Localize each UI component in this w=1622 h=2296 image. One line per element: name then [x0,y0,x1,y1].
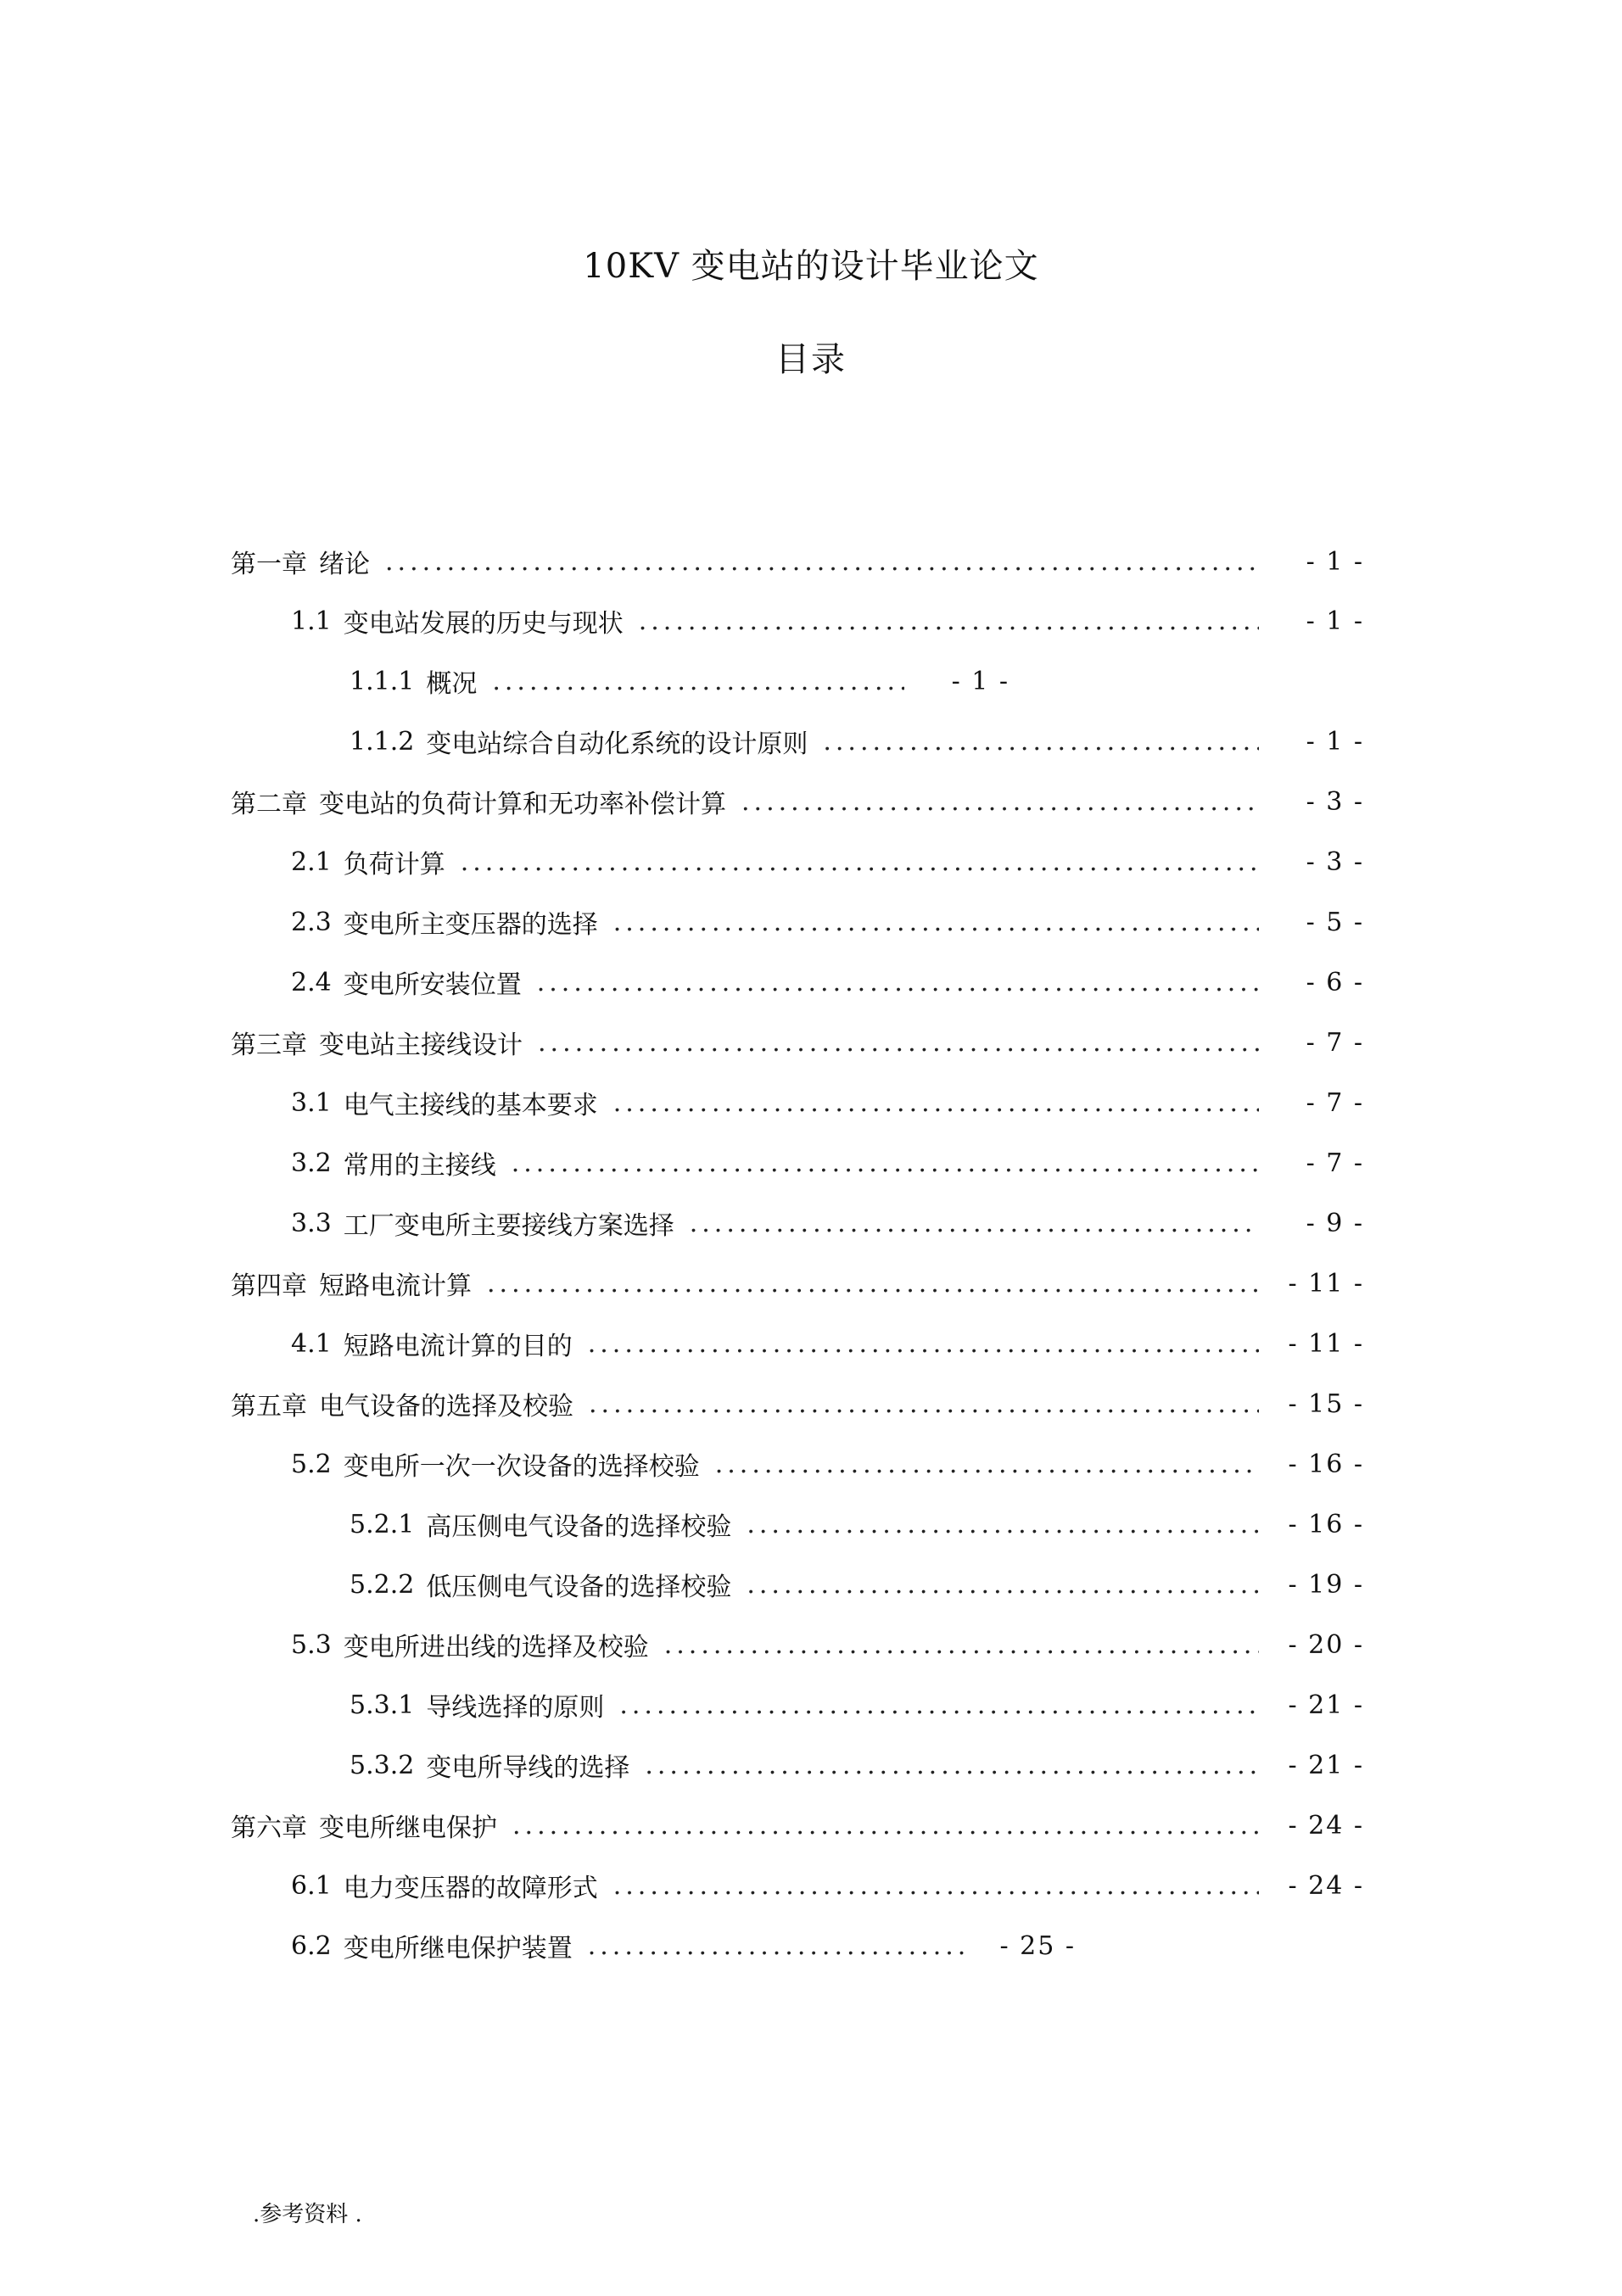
toc-entry-title: 变电所进出线的选择及校验 [343,1633,649,1662]
toc-entry[interactable] [291,1327,1364,1360]
toc-entry-title: 变电站发展的历史与现状 [343,609,624,639]
toc-entry-page: - 1 - [1306,726,1364,757]
toc-entry-page: - 1 - [1306,606,1364,636]
toc-entry[interactable] [231,1387,1364,1421]
toc-leader-dots [537,968,1259,997]
toc-leader-dots [823,727,1259,757]
toc-entry-title: 高压侧电气设备的选择校验 [426,1512,732,1542]
toc-leader-dots [613,1088,1259,1118]
toc-entry-page: - 1 - [951,666,1010,696]
toc-entry-page: - 11 - [1288,1328,1364,1359]
toc-entry-page: - 21 - [1288,1690,1364,1720]
toc-entry-page: - 20 - [1288,1629,1364,1660]
toc-entry-page: - 3 - [1306,846,1364,877]
toc-leader-dots [715,1450,1259,1479]
toc-entry-page: - 5 - [1306,907,1364,937]
toc-leader-dots [588,1329,1259,1359]
toc-entry-number: 5.2 [291,1449,332,1479]
toc-entry-number: 第二章 [231,790,307,819]
toc-entry-page: - 7 - [1306,1087,1364,1118]
toc-entry[interactable] [350,724,1364,758]
toc-entry[interactable] [291,1206,1364,1240]
toc-entry[interactable] [291,1929,1076,1963]
toc-leader-dots [690,1209,1259,1238]
toc-entry-title: 低压侧电气设备的选择校验 [426,1573,732,1602]
toc-entry[interactable] [291,1628,1364,1662]
toc-entry-title: 变电所主变压器的选择 [343,910,598,940]
toc-entry[interactable] [231,1025,1364,1059]
toc-entry-title: 导线选择的原则 [426,1693,605,1723]
toc-entry-title: 变电站综合自动化系统的设计原则 [426,729,808,759]
toc-entry-number: 5.2.2 [350,1569,415,1600]
toc-leader-dots [512,1148,1259,1178]
toc-entry-number: 5.2.1 [350,1509,415,1539]
toc-entry[interactable] [350,664,1010,698]
toc-entry[interactable] [231,1808,1364,1842]
toc-entry-page: - 9 - [1306,1208,1364,1238]
toc-entry-title: 短路电流计算 [319,1271,472,1301]
toc-entry-number: 6.2 [291,1930,332,1961]
toc-leader-dots [589,1389,1259,1419]
toc-entry-page: - 7 - [1306,1027,1364,1058]
toc-leader-dots [747,1570,1259,1600]
toc-leader-dots [613,908,1259,937]
toc-entry-title: 变电站的负荷计算和无功率补偿计算 [319,790,726,819]
toc-leader-dots [492,667,904,696]
toc-entry-title: 绪论 [319,550,370,579]
toc-leader-dots [385,547,1259,577]
toc-leader-dots [613,1871,1259,1901]
toc-entry[interactable] [291,905,1364,939]
toc-entry-number: 3.2 [291,1148,332,1178]
toc-entry-page: - 7 - [1306,1148,1364,1178]
toc-entry-title: 概况 [426,669,478,699]
toc-entry-title: 变电所安装位置 [343,970,522,1000]
toc-entry-number: 第六章 [231,1813,307,1843]
toc-entry[interactable] [350,1748,1364,1782]
toc-entry-title: 变电站主接线设计 [319,1031,523,1060]
toc-entry-page: - 21 - [1288,1750,1364,1780]
toc-entry-title: 负荷计算 [343,850,445,880]
toc-entry-title: 电气设备的选择及校验 [319,1392,573,1422]
toc-entry-title: 电力变压器的故障形式 [343,1874,598,1903]
toc-entry-title: 变电所继电保护装置 [343,1934,573,1964]
toc-leader-dots [741,787,1259,817]
toc-entry[interactable] [350,1688,1364,1722]
toc-leader-dots [639,606,1259,636]
toc-entry-number: 第三章 [231,1031,307,1060]
toc-entry[interactable] [291,845,1364,879]
toc-entry[interactable] [291,965,1364,999]
toc-entry-number: 1.1.1 [350,666,415,696]
toc-entry-number: 5.3.1 [350,1690,415,1720]
toc-entry[interactable] [291,604,1364,638]
toc-entry[interactable] [231,1266,1364,1300]
toc-entry-number: 1.1.2 [350,726,415,757]
toc-entry-page: - 15 - [1288,1388,1364,1419]
toc-heading: 目录 [775,340,847,379]
toc-leader-dots [538,1028,1259,1058]
toc-entry-number: 5.3 [291,1629,332,1660]
toc-entry-page: - 16 - [1288,1449,1364,1479]
toc-entry-page: - 24 - [1288,1870,1364,1901]
toc-entry-number: 3.3 [291,1208,332,1238]
toc-entry-number: 4.1 [291,1328,332,1359]
toc-entry-page: - 1 - [1306,546,1364,577]
toc-entry-number: 2.4 [291,967,332,997]
toc-entry-page: - 11 - [1288,1268,1364,1299]
toc-entry-number: 5.3.2 [350,1750,415,1780]
toc-entry-title: 变电所一次一次设备的选择校验 [343,1452,700,1482]
toc-entry[interactable] [291,1146,1364,1180]
toc-entry-page: - 19 - [1288,1569,1364,1600]
toc-entry[interactable] [291,1447,1364,1481]
toc-leader-dots [664,1630,1259,1660]
toc-entry-page: - 16 - [1288,1509,1364,1539]
toc-leader-dots [645,1751,1259,1780]
footer-reference-note: .参考资料 . [253,2202,362,2227]
toc-leader-dots [588,1931,970,1961]
toc-leader-dots [512,1811,1259,1841]
toc-entry[interactable] [350,1567,1364,1601]
toc-entry-number: 第五章 [231,1392,307,1422]
toc-entry-title: 工厂变电所主要接线方案选择 [343,1211,674,1241]
toc-entry-number: 1.1 [291,606,332,636]
toc-entry-number: 3.1 [291,1087,332,1118]
toc-entry-page: - 24 - [1288,1810,1364,1841]
toc-entry-page: - 3 - [1306,786,1364,817]
toc-leader-dots [747,1510,1259,1539]
toc-entry-number: 第一章 [231,550,307,579]
toc-entry-number: 2.1 [291,846,332,877]
toc-entry-page: - 25 - [999,1930,1076,1961]
toc-entry-number: 第四章 [231,1271,307,1301]
toc-entry-number: 2.3 [291,907,332,937]
toc-entry[interactable] [231,545,1364,578]
toc-entry-title: 短路电流计算的目的 [343,1332,573,1361]
toc-entry-page: - 6 - [1306,967,1364,997]
toc-entry-title: 变电所继电保护 [319,1813,497,1843]
toc-leader-dots [487,1269,1259,1299]
toc-leader-dots [461,847,1259,877]
toc-leader-dots [619,1690,1259,1720]
toc-entry[interactable] [231,785,1364,818]
toc-entry[interactable] [350,1507,1364,1541]
toc-entry[interactable] [291,1869,1364,1902]
toc-entry-title: 电气主接线的基本要求 [343,1091,598,1120]
toc-entry[interactable] [291,1086,1364,1120]
document-title: 10KV 变电站的设计毕业论文 [583,247,1039,286]
toc-entry-title: 常用的主接线 [343,1151,496,1181]
toc-entry-title: 变电所导线的选择 [426,1753,630,1783]
toc-entry-number: 6.1 [291,1870,332,1901]
